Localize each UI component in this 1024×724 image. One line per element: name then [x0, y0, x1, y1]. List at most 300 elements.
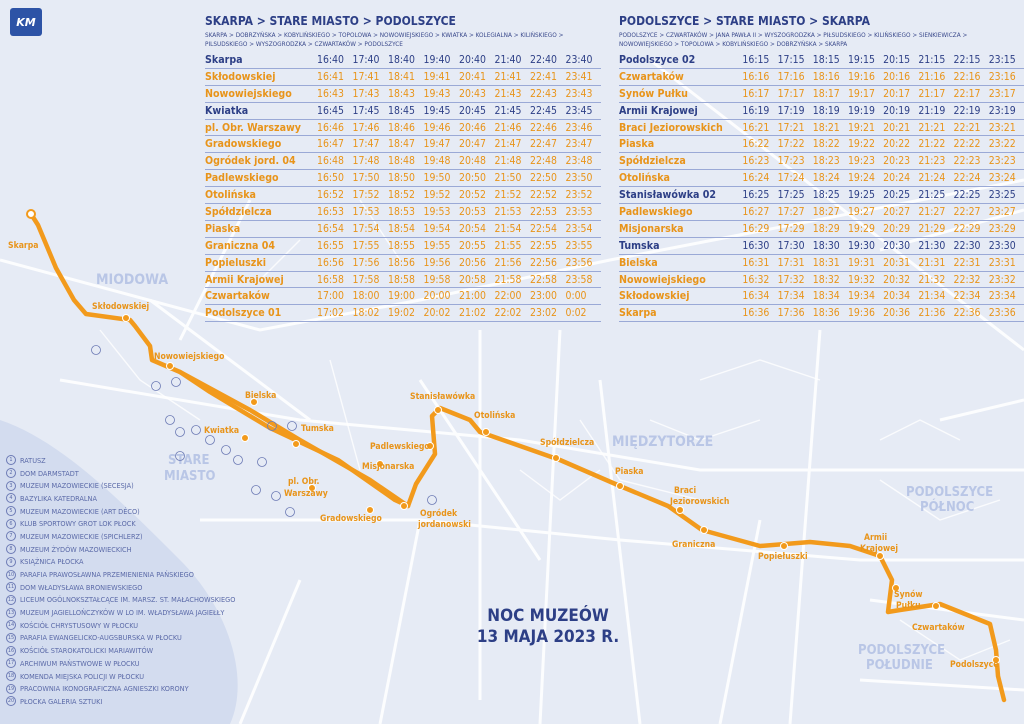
timetable-row: [619, 220, 1024, 237]
departure-time: 22:56: [530, 254, 566, 271]
departure-time: 22:54: [530, 220, 566, 237]
departure-time: 20:24: [883, 170, 918, 187]
stop-name: Piaska: [619, 136, 742, 153]
timetable-row: [619, 288, 1024, 305]
stop-label-skarpa: Skarpa: [8, 241, 39, 251]
departure-time: 19:19: [848, 102, 883, 119]
departure-time: 17:41: [353, 68, 389, 85]
departure-time: 21:17: [918, 85, 953, 102]
departure-time: 20:30: [883, 237, 918, 254]
departure-time: 22:45: [530, 102, 566, 119]
departure-time: 23:47: [566, 136, 602, 153]
legend-item: [6, 670, 256, 683]
departure-time: 16:58: [317, 271, 353, 288]
departure-time: 16:40: [317, 52, 353, 68]
stop-name: Podolszyce 02: [619, 52, 742, 68]
departure-time: 16:27: [742, 204, 777, 221]
stop-label-nowowiejskiego: Nowowiejskiego: [154, 352, 225, 362]
district-podolszyce-poludnie-2: POŁUDNIE: [866, 658, 933, 673]
departure-time: 18:52: [388, 187, 424, 204]
departure-time: 19:52: [424, 187, 460, 204]
departure-time: 17:58: [353, 271, 389, 288]
departure-time: 17:40: [353, 52, 389, 68]
departure-time: 16:50: [317, 170, 353, 187]
legend-label: KSIĄŻNICA PŁOCKA: [20, 557, 84, 567]
departure-time: 23:53: [566, 204, 602, 221]
timetable-row: [619, 237, 1024, 254]
legend-number: 8: [6, 544, 16, 554]
departure-time: 18:02: [353, 305, 389, 322]
stop-name: Tumska: [619, 237, 742, 254]
legend-number: 14: [7, 622, 15, 629]
departure-time: 17:30: [778, 237, 813, 254]
departure-time: 21:31: [918, 254, 953, 271]
departure-time: 20:46: [459, 119, 495, 136]
departure-time: 18:56: [388, 254, 424, 271]
departure-time: 18:58: [388, 271, 424, 288]
departure-time: 20:47: [459, 136, 495, 153]
stop-name: Piaska: [205, 220, 317, 237]
departure-time: 19:02: [388, 305, 424, 322]
departure-time: 18:23: [813, 153, 848, 170]
timetable-header: PODOLSZYCE > STARE MIASTO > SKARPA: [619, 14, 870, 28]
event-title-line1: NOC MUZEÓW: [487, 606, 609, 626]
stop-name: Armii Krajowej: [205, 271, 317, 288]
departure-time: 17:52: [353, 187, 389, 204]
departure-time: 23:46: [566, 119, 602, 136]
departure-time: 19:24: [848, 170, 883, 187]
departure-time: 20:32: [883, 271, 918, 288]
departure-time: 22:15: [954, 52, 989, 68]
departure-time: 23:27: [989, 204, 1024, 221]
departure-time: 21:00: [459, 288, 495, 305]
departure-time: 23:45: [566, 102, 602, 119]
departure-time: 16:24: [742, 170, 777, 187]
legend-item: [6, 530, 256, 543]
departure-time: 23:55: [566, 237, 602, 254]
departure-time: 19:45: [424, 102, 460, 119]
legend-item: [6, 454, 256, 467]
legend-number: 20: [7, 698, 15, 705]
stop-label-synow-1: Synów: [894, 590, 923, 600]
departure-time: 17:29: [778, 220, 813, 237]
departure-time: 22:41: [530, 68, 566, 85]
departure-time: 17:22: [778, 136, 813, 153]
departure-time: 23:23: [989, 153, 1024, 170]
stop-name: Ogródek jord. 04: [205, 153, 317, 170]
stop-label-misjonarska: Misjonarska: [362, 462, 415, 472]
departure-time: 23:34: [989, 288, 1024, 305]
departure-time: 17:17: [778, 85, 813, 102]
departure-time: 20:16: [883, 68, 918, 85]
departure-time: 18:15: [813, 52, 848, 68]
departure-time: 17:00: [317, 288, 353, 305]
departure-time: 23:21: [989, 119, 1024, 136]
departure-time: 20:15: [883, 52, 918, 68]
legend-number: 6: [6, 519, 16, 529]
departure-time: 19:15: [848, 52, 883, 68]
departure-time: 21:32: [918, 271, 953, 288]
timetable-table: [205, 52, 601, 322]
legend-number: 17: [7, 660, 15, 667]
departure-time: 21:19: [918, 102, 953, 119]
departure-time: 17:27: [778, 204, 813, 221]
departure-time: 22:23: [954, 153, 989, 170]
departure-time: 21:41: [495, 68, 531, 85]
departure-time: 16:32: [742, 271, 777, 288]
timetable-row: [619, 204, 1024, 221]
departure-time: 23:00: [530, 288, 566, 305]
timetable-row: [619, 187, 1024, 204]
departure-time: 20:56: [459, 254, 495, 271]
legend-number: 9: [6, 557, 16, 567]
stop-name: Popieluszki: [205, 254, 317, 271]
stop-name: Misjonarska: [619, 220, 742, 237]
departure-time: 20:58: [459, 271, 495, 288]
departure-time: 21:30: [918, 237, 953, 254]
departure-time: 19:30: [848, 237, 883, 254]
legend-item: [6, 619, 256, 632]
timetable-route: PODOLSZYCE > CZWARTAKÓW > JANA PAWŁA II > WYSZOGRODZKA > PIŁSUDSKIEGO > KILIŃSKIEGO > SIENKIEWICZA > NOWOWIEJSKIEGO > TOPOLOWA > KOBYLIŃSKIEGO > DOBRZYŃSKA > SKARPA: [619, 31, 968, 48]
departure-time: 20:54: [459, 220, 495, 237]
departure-time: 16:45: [317, 102, 353, 119]
departure-time: 21:53: [495, 204, 531, 221]
departure-time: 21:22: [918, 136, 953, 153]
departure-time: 16:19: [742, 102, 777, 119]
departure-time: 23:17: [989, 85, 1024, 102]
legend-number: 13: [7, 609, 15, 616]
departure-time: 18:30: [813, 237, 848, 254]
departure-time: 17:21: [778, 119, 813, 136]
departure-time: 21:24: [918, 170, 953, 187]
timetable-row: [205, 288, 601, 305]
departure-time: 22:02: [495, 305, 531, 322]
departure-time: 22:36: [954, 305, 989, 322]
departure-time: 21:54: [495, 220, 531, 237]
legend-label: MUZEUM MAZOWIECKIE (SECESJA): [20, 481, 134, 491]
stop-name: Graniczna 04: [205, 237, 317, 254]
timetable-row: [619, 102, 1024, 119]
departure-time: 20:36: [883, 305, 918, 322]
stop-name: Skłodowskiej: [619, 288, 742, 305]
departure-time: 21:34: [918, 288, 953, 305]
district-stare-miasto-1: STARE: [168, 453, 210, 468]
timetable-row: [205, 85, 601, 102]
departure-time: 19:29: [848, 220, 883, 237]
mzk-logo: KM: [10, 8, 42, 36]
departure-time: 17:31: [778, 254, 813, 271]
legend-item: [6, 467, 256, 480]
departure-time: 18:00: [353, 288, 389, 305]
legend-item: [6, 543, 256, 556]
departure-time: 22:21: [954, 119, 989, 136]
timetable-row: [619, 119, 1024, 136]
departure-time: 21:46: [495, 119, 531, 136]
departure-time: 17:54: [353, 220, 389, 237]
legend-item: [6, 606, 256, 619]
departure-time: 23:48: [566, 153, 602, 170]
stop-label-synow-2: Pułku: [896, 601, 921, 611]
stop-name: Kwiatka: [205, 102, 317, 119]
departure-time: 22:52: [530, 187, 566, 204]
stop-name: Otolińska: [205, 187, 317, 204]
departure-time: 23:19: [989, 102, 1024, 119]
legend-number: 5: [6, 506, 16, 516]
departure-time: 17:34: [778, 288, 813, 305]
departure-time: 19:34: [848, 288, 883, 305]
departure-time: 19:40: [424, 52, 460, 68]
departure-time: 17:36: [778, 305, 813, 322]
departure-time: 21:16: [918, 68, 953, 85]
stop-label-podolszyce: Podolszyce: [950, 660, 999, 670]
departure-time: 18:34: [813, 288, 848, 305]
departure-time: 23:40: [566, 52, 602, 68]
departure-time: 20:25: [883, 187, 918, 204]
timetable-row: [205, 102, 601, 119]
departure-time: 16:15: [742, 52, 777, 68]
departure-time: 20:29: [883, 220, 918, 237]
legend-item: [6, 479, 256, 492]
departure-time: 22:40: [530, 52, 566, 68]
timetable-row: [205, 153, 601, 170]
departure-time: 21:29: [918, 220, 953, 237]
departure-time: 23:41: [566, 68, 602, 85]
departure-time: 21:40: [495, 52, 531, 68]
departure-time: 18:25: [813, 187, 848, 204]
stop-label-braci-2: Jeziorowskich: [670, 497, 730, 507]
departure-time: 19:22: [848, 136, 883, 153]
departure-time: 20:31: [883, 254, 918, 271]
departure-time: 20:53: [459, 204, 495, 221]
stop-name: pl. Obr. Warszawy: [205, 119, 317, 136]
departure-time: 20:21: [883, 119, 918, 136]
legend-number: 4: [6, 493, 16, 503]
departure-time: 23:30: [989, 237, 1024, 254]
legend-label: DOM WŁADYSŁAWA BRONIEWSKIEGO: [20, 582, 143, 592]
departure-time: 16:41: [317, 68, 353, 85]
departure-time: 16:16: [742, 68, 777, 85]
departure-time: 23:02: [530, 305, 566, 322]
timetable-table: [619, 52, 1024, 322]
legend-label: PARAFIA EWANGELICKO-AUGSBURSKA W PŁOCKU: [20, 633, 182, 643]
legend-number: 1: [6, 455, 16, 465]
departure-time: 17:24: [778, 170, 813, 187]
stop-label-graniczna: Graniczna: [672, 540, 716, 550]
timetable-row: [205, 305, 601, 322]
stop-name: Gradowskiego: [205, 136, 317, 153]
departure-time: 21:56: [495, 254, 531, 271]
departure-time: 23:16: [989, 68, 1024, 85]
stop-name: Nowowiejskiego: [205, 85, 317, 102]
stop-label-pl-obr-warszawy-1: pl. Obr.: [288, 477, 320, 487]
departure-time: 23:36: [989, 305, 1024, 322]
departure-time: 21:50: [495, 170, 531, 187]
legend-item: [6, 556, 256, 569]
stop-label-pl-obr-warszawy-2: Warszawy: [284, 489, 328, 499]
departure-time: 22:53: [530, 204, 566, 221]
departure-time: 22:17: [954, 85, 989, 102]
departure-time: 22:50: [530, 170, 566, 187]
departure-time: 22:00: [495, 288, 531, 305]
departure-time: 20:22: [883, 136, 918, 153]
legend-number: 19: [7, 685, 15, 692]
departure-time: 16:25: [742, 187, 777, 204]
departure-time: 20:40: [459, 52, 495, 68]
departure-time: 23:58: [566, 271, 602, 288]
departure-time: 23:56: [566, 254, 602, 271]
stop-name: Nowowiejskiego: [619, 271, 742, 288]
departure-time: 17:32: [778, 271, 813, 288]
departure-time: 17:19: [778, 102, 813, 119]
departure-time: 18:46: [388, 119, 424, 136]
legend-label: DOM DARMSTADT: [20, 468, 79, 478]
departure-time: 22:22: [954, 136, 989, 153]
departure-time: 20:02: [424, 305, 460, 322]
departure-time: 22:43: [530, 85, 566, 102]
stop-name: Bielska: [619, 254, 742, 271]
departure-time: 22:31: [954, 254, 989, 271]
stop-name: Padlewskiego: [619, 204, 742, 221]
departure-time: 22:25: [954, 187, 989, 204]
departure-time: 21:27: [918, 204, 953, 221]
departure-time: 19:00: [388, 288, 424, 305]
legend-number: 2: [6, 468, 16, 478]
departure-time: 21:43: [495, 85, 531, 102]
departure-time: 21:47: [495, 136, 531, 153]
timetable-row: [619, 271, 1024, 288]
departure-time: 18:19: [813, 102, 848, 119]
event-title-line2: 13 MAJA 2023 R.: [476, 627, 620, 647]
legend-item: [6, 632, 256, 645]
timetable-row: [205, 119, 601, 136]
departure-time: 16:36: [742, 305, 777, 322]
stop-label-padlewskiego: Padlewskiego: [370, 442, 430, 452]
departure-time: 16:43: [317, 85, 353, 102]
departure-time: 16:31: [742, 254, 777, 271]
departure-time: 20:50: [459, 170, 495, 187]
departure-time: 16:54: [317, 220, 353, 237]
legend-item: [6, 505, 256, 518]
district-podolszyce-polnoc-2: PÓŁNOC: [920, 500, 975, 515]
departure-time: 20:55: [459, 237, 495, 254]
legend-number: 10: [7, 571, 15, 578]
stop-label-tumska: Tumska: [301, 424, 334, 434]
stop-name: Skłodowskiej: [205, 68, 317, 85]
departure-time: 20:34: [883, 288, 918, 305]
departure-time: 18:36: [813, 305, 848, 322]
departure-time: 22:24: [954, 170, 989, 187]
stop-name: Czwartaków: [619, 68, 742, 85]
timetable-row: [205, 68, 601, 85]
legend-item: [6, 695, 256, 708]
stop-name: Otolińska: [619, 170, 742, 187]
departure-time: 17:45: [353, 102, 389, 119]
legend-label: KLUB SPORTOWY GROT LOK PŁOCK: [20, 519, 136, 529]
legend-label: MUZEUM ŻYDÓW MAZOWIECKICH: [20, 544, 132, 554]
departure-time: 16:23: [742, 153, 777, 170]
departure-time: 18:22: [813, 136, 848, 153]
timetable-header: SKARPA > STARE MIASTO > PODOLSZYCE: [205, 14, 456, 28]
departure-time: 21:58: [495, 271, 531, 288]
departure-time: 18:53: [388, 204, 424, 221]
departure-time: 18:45: [388, 102, 424, 119]
departure-time: 19:47: [424, 136, 460, 153]
departure-time: 20:23: [883, 153, 918, 170]
departure-time: 16:17: [742, 85, 777, 102]
legend-label: MUZEUM MAZOWIECKIE (ART DÉCO): [20, 506, 140, 516]
departure-time: 16:30: [742, 237, 777, 254]
departure-time: 22:30: [954, 237, 989, 254]
legend-label: LICEUM OGÓLNOKSZTAŁCĄCE IM. MARSZ. ST. MAŁACHOWSKIEGO: [20, 595, 236, 605]
legend-item: [6, 657, 256, 670]
departure-time: 20:52: [459, 187, 495, 204]
departure-time: 22:27: [954, 204, 989, 221]
departure-time: 21:52: [495, 187, 531, 204]
departure-time: 19:46: [424, 119, 460, 136]
timetable-podolszyce-skarpa: [619, 14, 1024, 322]
departure-time: 21:02: [459, 305, 495, 322]
legend-label: RATUSZ: [20, 455, 46, 465]
departure-time: 20:00: [424, 288, 460, 305]
legend-item: [6, 581, 256, 594]
departure-time: 22:29: [954, 220, 989, 237]
legend-number: 7: [6, 531, 16, 541]
timetable-row: [619, 85, 1024, 102]
timetable-row: [205, 220, 601, 237]
departure-time: 18:54: [388, 220, 424, 237]
departure-time: 21:21: [918, 119, 953, 136]
legend-item: [6, 492, 256, 505]
departure-time: 18:29: [813, 220, 848, 237]
departure-time: 19:31: [848, 254, 883, 271]
departure-time: 18:32: [813, 271, 848, 288]
departure-time: 17:02: [317, 305, 353, 322]
departure-time: 18:40: [388, 52, 424, 68]
departure-time: 19:43: [424, 85, 460, 102]
timetable-route: SKARPA > DOBRZYŃSKA > KOBYLIŃSKIEGO > TOPOLOWA > NOWOWIEJSKIEGO > KWIATKA > KOLEGIALNA > KILIŃSKIEGO > PILSUDSKIEGO > WYSZOGRODZKA > CZWARTAKÓW > PODOLSZYCE: [205, 31, 564, 48]
departure-time: 21:36: [918, 305, 953, 322]
stop-label-kwiatka: Kwiatka: [204, 426, 240, 436]
departure-time: 23:22: [989, 136, 1024, 153]
stop-label-armii-2: Krajowej: [860, 544, 899, 554]
departure-time: 22:58: [530, 271, 566, 288]
stop-label-otolinska: Otolińska: [474, 411, 516, 421]
legend-item: [6, 682, 256, 695]
legend-label: KOŚCIÓŁ STAROKATOLICKI MARIAWITÓW: [20, 646, 154, 656]
departure-time: 21:48: [495, 153, 531, 170]
departure-time: 18:48: [388, 153, 424, 170]
district-stare-miasto-2: MIASTO: [164, 469, 216, 484]
departure-time: 18:17: [813, 85, 848, 102]
departure-time: 23:43: [566, 85, 602, 102]
timetable-row: [205, 170, 601, 187]
departure-time: 18:24: [813, 170, 848, 187]
stop-label-popieluszki: Popiełuszki: [758, 552, 808, 562]
departure-time: 17:55: [353, 237, 389, 254]
stop-name: Czwartaków: [205, 288, 317, 305]
departure-time: 22:48: [530, 153, 566, 170]
departure-time: 19:25: [848, 187, 883, 204]
district-podolszyce-poludnie-1: PODOLSZYCE: [858, 643, 946, 658]
departure-time: 16:56: [317, 254, 353, 271]
timetable-row: [619, 52, 1024, 68]
stop-name: Padlewskiego: [205, 170, 317, 187]
departure-time: 22:16: [954, 68, 989, 85]
departure-time: 23:52: [566, 187, 602, 204]
departure-time: 16:29: [742, 220, 777, 237]
departure-time: 19:36: [848, 305, 883, 322]
departure-time: 18:55: [388, 237, 424, 254]
